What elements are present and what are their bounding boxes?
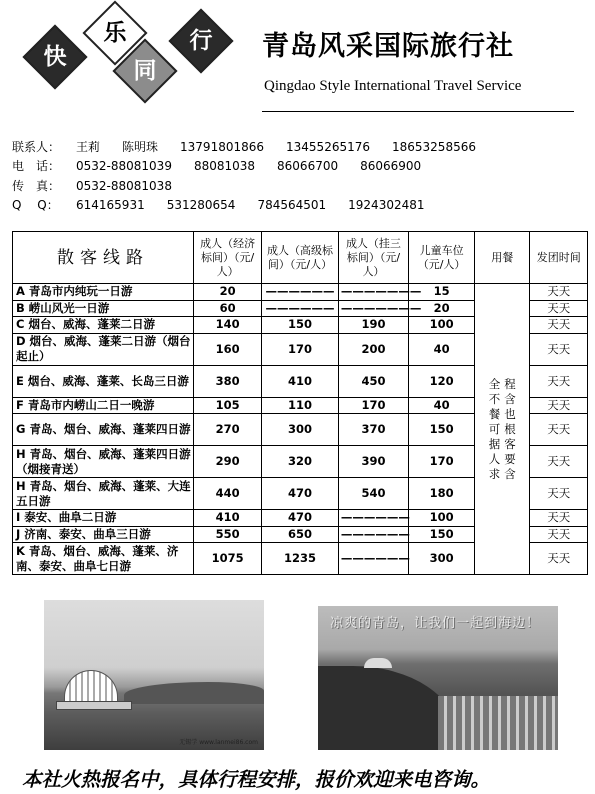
price-rated: ———————: [338, 300, 408, 317]
price-economy: 160: [194, 333, 262, 365]
route-name: F 青岛市内崂山二日一晚游: [13, 397, 194, 414]
departure-freq: 天天: [530, 510, 588, 527]
price-rated: 540: [338, 478, 408, 510]
departure-freq: 天天: [530, 526, 588, 543]
header-child: 儿童车位（元/人）: [409, 232, 475, 284]
price-child: 100: [409, 317, 475, 334]
fax-number: 0532-88081038: [76, 178, 172, 193]
contact-label: 传 真：: [12, 178, 61, 193]
logo-char: 行: [189, 27, 213, 54]
price-economy: 550: [194, 526, 262, 543]
contact-name: 陈明珠: [122, 140, 159, 154]
price-rated: 170: [338, 397, 408, 414]
price-economy: 1075: [194, 543, 262, 575]
price-premium: 650: [262, 526, 339, 543]
route-name: A 青岛市内纯玩一日游: [13, 284, 194, 301]
contact-mobile: 13455265176: [286, 140, 370, 154]
departure-freq: 天天: [530, 300, 588, 317]
photo-seaside-dome: [44, 600, 264, 750]
qq-number: 784564501: [257, 197, 327, 212]
route-name: H 青岛、烟台、威海、蓬莱四日游（烟接青送）: [13, 446, 194, 478]
price-economy: 270: [194, 414, 262, 446]
contact-name: 王莉: [76, 140, 101, 154]
header-rated: 成人（挂三标间）（元/人）: [338, 232, 408, 284]
table-row: [13, 284, 588, 301]
price-child: 150: [409, 526, 475, 543]
price-premium: 1235: [262, 543, 339, 575]
route-name: I 泰安、曲阜二日游: [13, 510, 194, 527]
logo-char: 快: [43, 43, 67, 70]
price-child: 150: [409, 414, 475, 446]
contact-block: [12, 138, 498, 215]
meal-note-char: 客: [504, 436, 516, 451]
route-name: G 青岛、烟台、威海、蓬莱四日游: [13, 414, 194, 446]
departure-freq: 天天: [530, 333, 588, 365]
price-economy: 105: [194, 397, 262, 414]
price-rated: 390: [338, 446, 408, 478]
header-premium: 成人（高级标间）（元/人）: [262, 232, 339, 284]
price-premium: ——————: [262, 284, 339, 301]
price-premium: 150: [262, 317, 339, 334]
photo-pavilion: [364, 658, 392, 668]
price-child: 100: [409, 510, 475, 527]
departure-freq: 天天: [530, 478, 588, 510]
phone-number: 0532-88081039: [76, 159, 172, 174]
route-name: J 济南、泰安、曲阜三日游: [13, 526, 194, 543]
contact-row-phone: [12, 157, 498, 176]
header-economy: 成人（经济标间）（元/人）: [194, 232, 262, 284]
meal-note-char: 全: [488, 376, 501, 391]
route-name: C 烟台、威海、蓬莱二日游: [13, 317, 194, 334]
header-route: 散客线路: [13, 232, 194, 284]
route-name: D 烟台、威海、蓬莱二日游（烟台起止）: [13, 333, 194, 365]
price-rated: 200: [338, 333, 408, 365]
price-premium: 110: [262, 397, 339, 414]
price-rated: 450: [338, 365, 408, 397]
price-economy: 140: [194, 317, 262, 334]
route-name: H 青岛、烟台、威海、蓬莱、大连五日游: [13, 478, 194, 510]
price-child: 40: [409, 333, 475, 365]
logo-char: 同: [133, 57, 157, 84]
photo-town: [438, 696, 558, 750]
price-economy: 60: [194, 300, 262, 317]
price-economy: 20: [194, 284, 262, 301]
table-header-row: [13, 232, 588, 284]
qq-number: 1924302481: [348, 197, 425, 212]
photo-qingdao-coast: [318, 606, 558, 750]
agency-name-en: Qingdao Style International Travel Service: [264, 78, 522, 94]
route-name: B 崂山风光一日游: [13, 300, 194, 317]
meal-note-char: 根: [504, 421, 516, 436]
price-premium: 300: [262, 414, 339, 446]
meal-note-char: 不: [488, 391, 501, 406]
price-premium: 470: [262, 478, 339, 510]
photo-hills: [124, 682, 264, 704]
meal-note: [475, 284, 530, 575]
departure-freq: 天天: [530, 446, 588, 478]
meal-note-char: 程: [504, 376, 516, 391]
qq-number: 614165931: [76, 197, 145, 212]
price-rated: 370: [338, 414, 408, 446]
price-economy: 440: [194, 478, 262, 510]
photo-dome-base: [56, 701, 132, 710]
contact-row-fax: [12, 177, 498, 196]
departure-freq: 天天: [530, 414, 588, 446]
route-price-table: [12, 231, 588, 575]
route-name: E 烟台、威海、蓬莱、长岛三日游: [13, 365, 194, 397]
meal-note-char: 可: [488, 421, 501, 436]
photo-caption: 凉爽的青岛，让我们一起到海边！: [330, 616, 541, 631]
contact-label: 电 话：: [12, 159, 61, 174]
logo-char: 乐: [103, 19, 127, 46]
photo-coastline: [318, 666, 458, 750]
logo: [10, 8, 246, 100]
price-premium: 410: [262, 365, 339, 397]
qq-number: 531280654: [166, 197, 236, 212]
meal-note-char: 求: [488, 466, 501, 481]
price-premium: 320: [262, 446, 339, 478]
price-child: 300: [409, 543, 475, 575]
price-child: 180: [409, 478, 475, 510]
contact-label: Q Q：: [12, 197, 59, 212]
contact-mobile: 18653258566: [392, 140, 476, 154]
phone-number: 86066700: [277, 159, 339, 174]
phone-number: 86066900: [360, 159, 422, 174]
photo-watermark: 无锡学 www.lanmei86.com: [179, 739, 258, 746]
price-child: 20: [409, 300, 475, 317]
departure-freq: 天天: [530, 397, 588, 414]
price-rated: ———————: [338, 284, 408, 301]
departure-freq: 天天: [530, 543, 588, 575]
contact-label: 联系人：: [12, 140, 61, 154]
departure-freq: 天天: [530, 317, 588, 334]
contact-row-qq: [12, 196, 498, 215]
meal-note-char: 要: [504, 451, 516, 466]
meal-note-char: 含: [504, 466, 516, 481]
price-child: 40: [409, 397, 475, 414]
price-economy: 410: [194, 510, 262, 527]
price-rated: ——————: [338, 526, 408, 543]
price-economy: 380: [194, 365, 262, 397]
header-divider: [262, 111, 574, 112]
price-child: 15: [409, 284, 475, 301]
price-premium: ——————: [262, 300, 339, 317]
price-child: 170: [409, 446, 475, 478]
price-rated: 190: [338, 317, 408, 334]
price-child: 120: [409, 365, 475, 397]
price-premium: 470: [262, 510, 339, 527]
meal-note-char: 据: [488, 436, 501, 451]
price-rated: ——————: [338, 510, 408, 527]
meal-note-char: 人: [488, 451, 501, 466]
phone-number: 88081038: [193, 159, 256, 174]
price-premium: 170: [262, 333, 339, 365]
agency-name-cn: 青岛风采国际旅行社: [262, 31, 514, 62]
contact-mobile: 13791801866: [180, 140, 265, 154]
footer-slogan: 本社火热报名中，具体行程安排，报价欢迎来电咨询。: [22, 768, 491, 791]
price-economy: 290: [194, 446, 262, 478]
departure-freq: 天天: [530, 365, 588, 397]
header-meal: 用餐: [475, 232, 530, 284]
meal-note-char: 餐: [488, 406, 501, 421]
departure-freq: 天天: [530, 284, 588, 301]
meal-note-char: 也: [504, 406, 516, 421]
route-name: K 青岛、烟台、威海、蓬莱、济南、泰安、曲阜七日游: [13, 543, 194, 575]
contact-row-people: [12, 138, 498, 157]
price-rated: ——————: [338, 543, 408, 575]
header-departure: 发团时间: [530, 232, 588, 284]
photo-dome-building: [64, 670, 118, 702]
meal-note-char: 含: [504, 391, 516, 406]
